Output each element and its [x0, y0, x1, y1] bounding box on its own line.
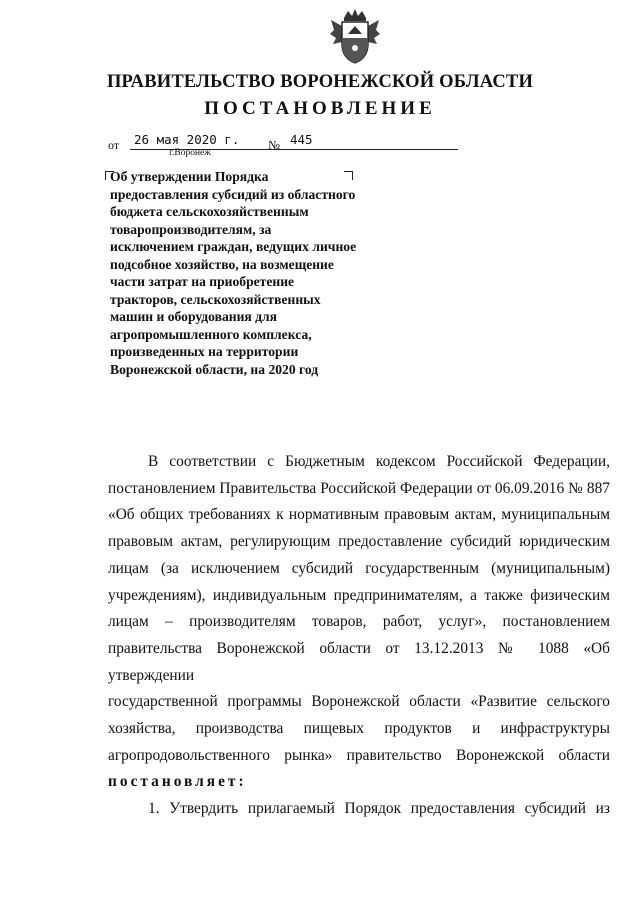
subject-line: Об утверждении Порядка: [110, 169, 269, 184]
document-subject: [110, 168, 370, 378]
subject-line: агропромышленного комплекса,: [110, 326, 312, 342]
number-label: №: [268, 138, 280, 152]
body-line: правительства Воронежской области от 13.12.2013 № 1088 «Об утверждении: [108, 639, 610, 684]
coat-of-arms-icon: [330, 8, 380, 64]
document-body: [108, 449, 610, 823]
document-date: 26 мая 2020 г.: [134, 132, 240, 147]
resolve-word: постановляет:: [108, 773, 247, 791]
subject-line: Воронежской области, на 2020 год: [110, 361, 319, 377]
body-line: В соответствии с Бюджетным кодексом Российской Федерации,: [148, 453, 610, 470]
government-name: ПРАВИТЕЛЬСТВО ВОРОНЕЖСКОЙ ОБЛАСТИ: [106, 72, 534, 92]
body-item-1: 1. Утвердить прилагаемый Порядок предоставления субсидий из: [148, 800, 610, 818]
document-type: ПОСТАНОВЛЕНИЕ: [204, 98, 436, 119]
body-line: агропродовольственного рынка» правительство Воронежской области: [108, 746, 610, 764]
subject-line: бюджета сельскохозяйственным: [110, 204, 309, 219]
subject-line: тракторов, сельскохозяйственных: [110, 291, 321, 307]
body-line: лицам – производителям товаров, работ, услуг», постановлением: [108, 613, 610, 631]
body-line: правовым актам, регулирующим предоставление субсидий юридическим: [108, 533, 610, 551]
body-line: учреждениям), индивидуальным предпринимателям, а также физическим: [108, 586, 610, 604]
body-line: постановлением Правительства Российской Федерации от 06.09.2016 № 887: [108, 479, 610, 497]
document-number: 445: [290, 132, 313, 147]
subject-line: произведенных на территории: [110, 344, 299, 359]
subject-line: части затрат на приобретение: [110, 274, 295, 289]
subject-line: предоставления субсидий из областного: [110, 186, 356, 202]
body-line: государственной программы Воронежской области «Развитие сельского: [108, 693, 610, 711]
body-line: «Об общих требованиях к нормативным правовым актам, муниципальным: [108, 506, 610, 524]
subject-line: подсобное хозяйство, на возмещение: [110, 256, 334, 272]
subject-line: машин и оборудования для: [110, 309, 278, 324]
date-label: от: [108, 138, 120, 152]
subject-line: товаропроизводителям, за: [110, 221, 272, 237]
body-line: лицам (за исключением субсидий государственным (муниципальным): [108, 559, 610, 577]
number-underline: [288, 149, 458, 150]
city-label: г.Воронеж: [169, 148, 211, 158]
body-line: хозяйства, производства пищевых продуктов и инфраструктуры: [108, 720, 610, 738]
subject-line: исключением граждан, ведущих личное: [110, 239, 357, 254]
date-number-row: [108, 132, 368, 152]
